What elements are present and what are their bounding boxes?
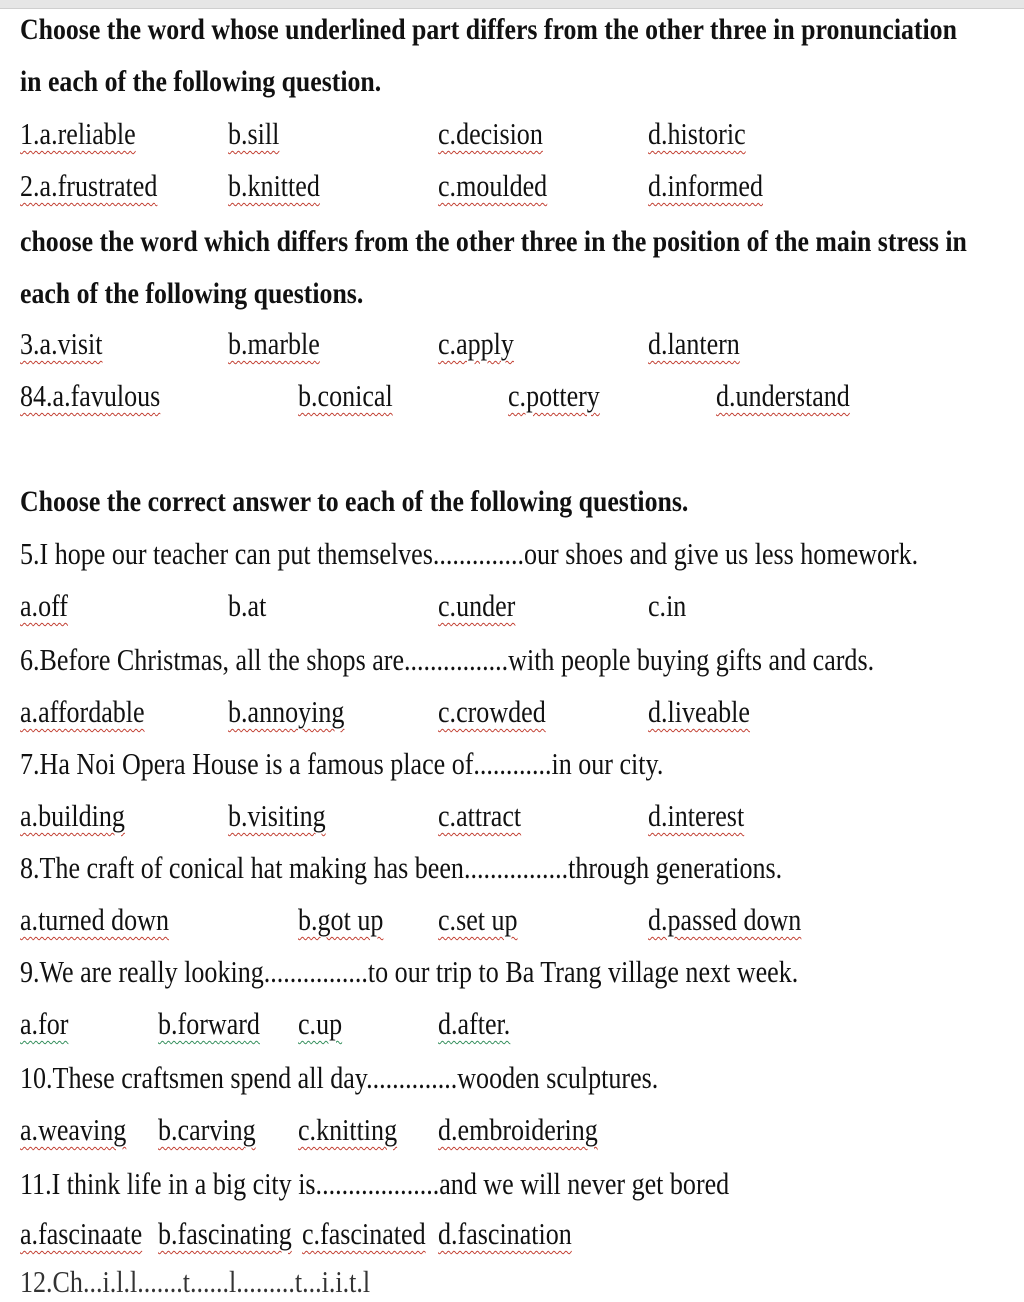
q8-option-a: a.turned down: [20, 902, 169, 937]
q1-option-d: d.historic: [648, 116, 746, 151]
q4-option-d: d.understand: [716, 378, 850, 413]
q7-option-a: a.building: [20, 798, 125, 833]
q9-option-b: b.forward: [158, 1006, 260, 1041]
q10-option-a: a.weaving: [20, 1112, 127, 1147]
q10-option-d: d.embroidering: [438, 1112, 598, 1147]
q4-option-c: c.pottery: [508, 378, 600, 413]
q6-question: 6.Before Christmas, all the shops are................with people buying gifts and cards.: [20, 642, 875, 677]
q6-option-d: d.liveable: [648, 694, 750, 729]
q11-question: 11.I think life in a big city is...................and we will never get bored: [20, 1166, 730, 1201]
q8-option-c: c.set up: [438, 902, 518, 937]
q4-option-b: b.conical: [298, 378, 393, 413]
q3-option-b: b.marble: [228, 326, 320, 361]
q2-option-d: d.informed: [648, 168, 763, 203]
q5-question: 5.I hope our teacher can put themselves..............our shoes and give us less homework.: [20, 536, 919, 571]
q6-option-c: c.crowded: [438, 694, 546, 729]
q5-option-b: b.at: [228, 588, 267, 623]
q8-option-b: b.got up: [298, 902, 384, 937]
q3-option-a: 3.a.visit: [20, 326, 103, 361]
q10-option-c: c.knitting: [298, 1112, 398, 1147]
q2-option-a: 2.a.frustrated: [20, 168, 158, 203]
correct-answer-heading: Choose the correct answer to each of the following questions.: [20, 485, 689, 518]
q1-option-a: 1.a.reliable: [20, 116, 136, 151]
stress-heading-line-2: each of the following questions.: [20, 277, 364, 310]
q7-option-c: c.attract: [438, 798, 522, 833]
cutoff-next-question: 12.Ch...i.l.l.......t......l.........t...i.i.t.l: [20, 1264, 371, 1299]
q2-option-c: c.moulded: [438, 168, 548, 203]
q3-option-c: c.apply: [438, 326, 514, 361]
q9-option-a: a.for: [20, 1006, 69, 1041]
q7-option-d: d.interest: [648, 798, 745, 833]
q2-option-b: b.knitted: [228, 168, 320, 203]
q1-option-c: c.decision: [438, 116, 543, 151]
q5-option-d: c.in: [648, 588, 687, 623]
stress-heading-line-1: choose the word which differs from the other three in the position of the main stress in: [20, 225, 967, 258]
q4-option-a: 84.a.favulous: [20, 378, 161, 413]
q3-option-d: d.lantern: [648, 326, 740, 361]
q5-option-a: a.off: [20, 588, 68, 623]
q9-option-d: d.after.: [438, 1006, 511, 1041]
q11-option-c: c.fascinated: [302, 1216, 426, 1251]
q11-option-d: d.fascination: [438, 1216, 572, 1251]
q6-option-b: b.annoying: [228, 694, 345, 729]
pronunciation-heading-line-1: Choose the word whose underlined part differs from the other three in pronunciation: [20, 13, 957, 46]
q7-question: 7.Ha Noi Opera House is a famous place of............in our city.: [20, 746, 664, 781]
q8-question: 8.The craft of conical hat making has been................through generations.: [20, 850, 783, 885]
q8-option-d: d.passed down: [648, 902, 802, 937]
q7-option-b: b.visiting: [228, 798, 326, 833]
q9-option-c: c.up: [298, 1006, 343, 1041]
q10-option-b: b.carving: [158, 1112, 256, 1147]
q11-option-b: b.fascinating: [158, 1216, 292, 1251]
pronunciation-heading-line-2: in each of the following question.: [20, 65, 382, 98]
q1-option-b: b.sill: [228, 116, 280, 151]
q10-question: 10.These craftsmen spend all day..............wooden sculptures.: [20, 1060, 659, 1095]
q9-question: 9.We are really looking................to our trip to Ba Trang village next week.: [20, 954, 799, 989]
q5-option-c: c.under: [438, 588, 516, 623]
q11-option-a: a.fascinaate: [20, 1216, 143, 1251]
q6-option-a: a.affordable: [20, 694, 145, 729]
